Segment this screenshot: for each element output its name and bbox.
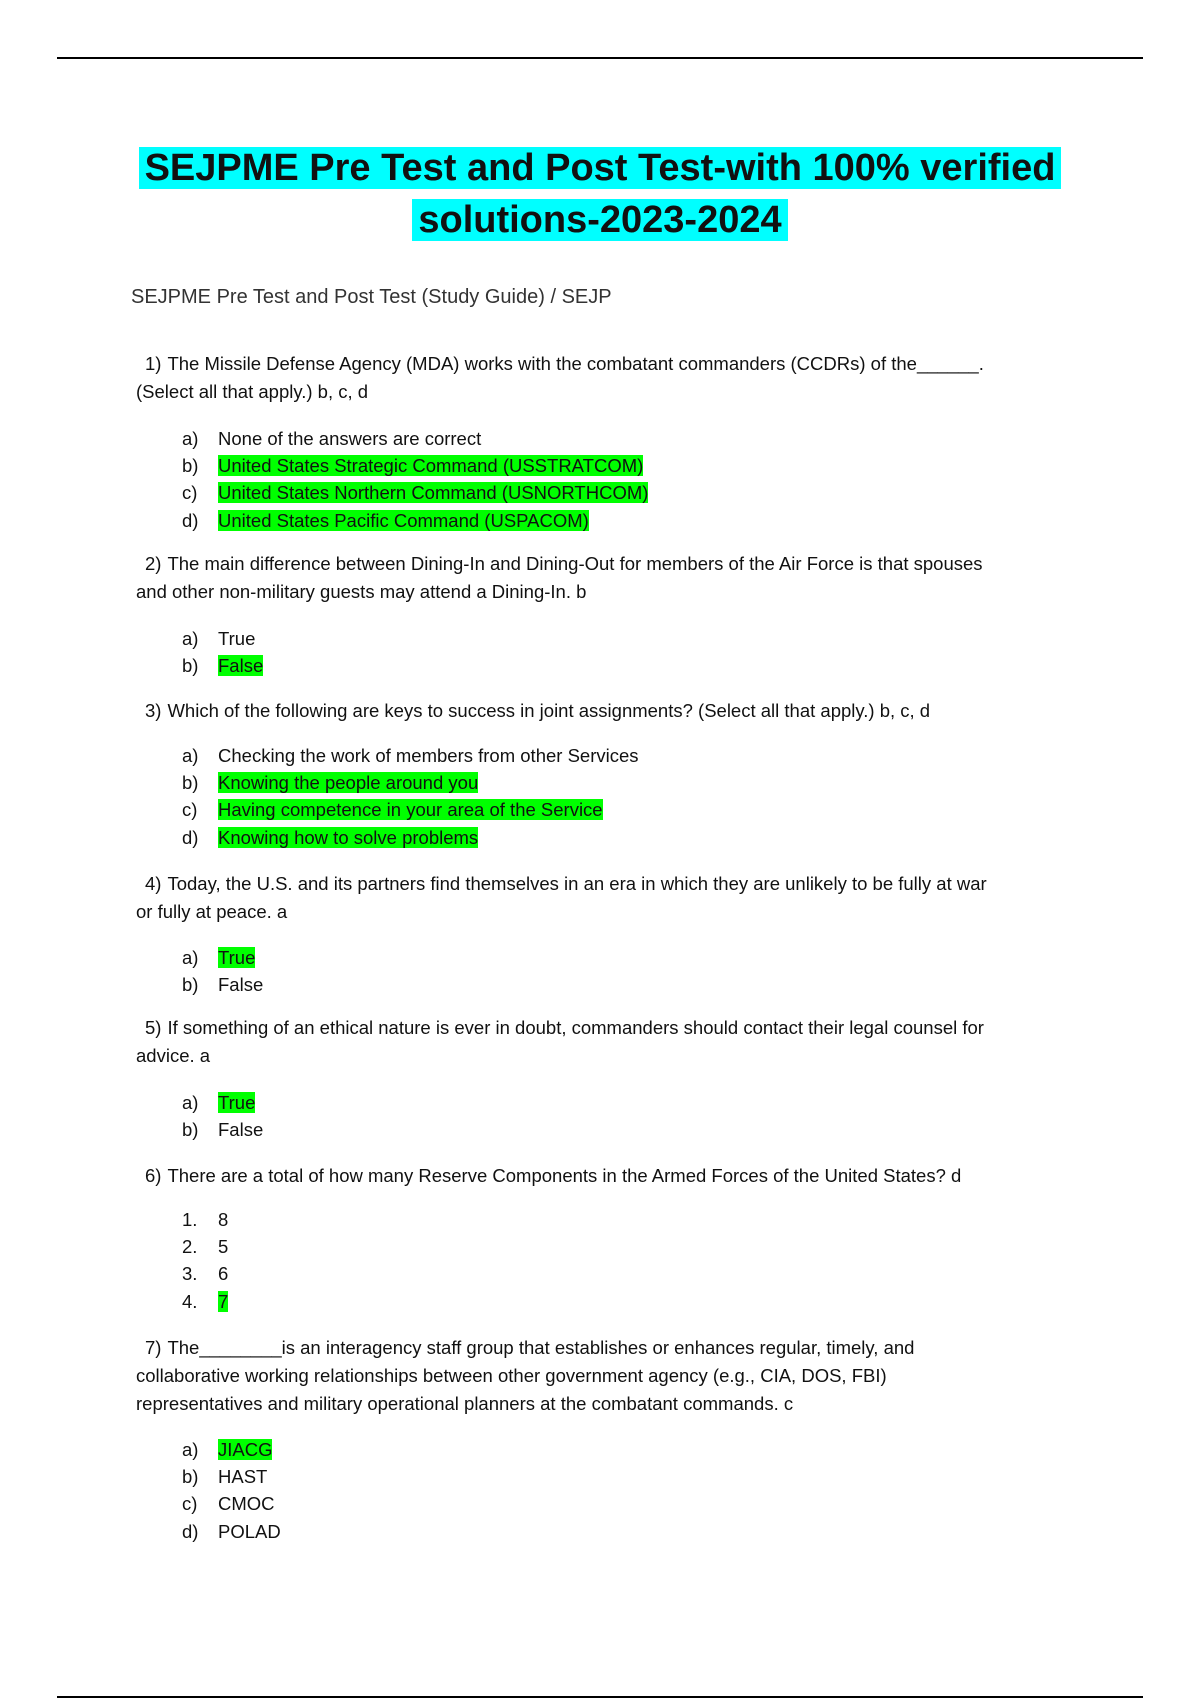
option-correct: 4. 7	[182, 1290, 229, 1312]
question-number: 4)	[145, 873, 162, 894]
question-1-options	[182, 425, 648, 534]
question-text: collaborative working relationships between other government agency (e.g., CIA, DOS, FBI)	[136, 1365, 887, 1386]
question-text: and other non-military guests may attend a Dining-In. b	[136, 581, 587, 602]
question-4	[136, 870, 1075, 926]
question-number: 7)	[145, 1337, 162, 1358]
question-text: Which of the following are keys to success in joint assignments? (Select all that apply.) b, c, d	[167, 700, 931, 721]
question-text: (Select all that apply.) b, c, d	[136, 381, 369, 402]
option: b) HAST	[182, 1466, 268, 1488]
question-number: 2)	[145, 553, 162, 574]
option-correct: c) Having competence in your area of the Service	[182, 799, 603, 821]
question-number: 3)	[145, 700, 162, 721]
question-number: 6)	[145, 1165, 162, 1186]
option: b) False	[182, 1119, 264, 1141]
option-correct: b) Knowing the people around you	[182, 772, 479, 794]
question-7	[136, 1334, 1075, 1418]
document-title	[0, 142, 1200, 246]
question-number: 1)	[145, 353, 162, 374]
option: a) True	[182, 628, 256, 649]
question-4-options	[182, 944, 263, 998]
question-6	[145, 1162, 1075, 1190]
top-rule	[57, 57, 1143, 59]
question-text: Today, the U.S. and its partners find themselves in an era in which they are unlikely to be fully at war	[167, 873, 987, 894]
question-7-options	[182, 1436, 281, 1545]
question-2	[136, 550, 1075, 606]
question-6-options	[182, 1206, 228, 1315]
option: c) CMOC	[182, 1493, 275, 1515]
question-text: If something of an ethical nature is ever in doubt, commanders should contact their legal counsel for	[167, 1017, 984, 1038]
question-3-options	[182, 742, 639, 851]
bottom-rule	[57, 1696, 1143, 1698]
option-correct: d) United States Pacific Command (USPACOM)	[182, 509, 589, 531]
option: 1. 8	[182, 1209, 229, 1230]
option: 2. 5	[182, 1236, 229, 1258]
question-number: 5)	[145, 1017, 162, 1038]
question-text: The Missile Defense Agency (MDA) works with the combatant commanders (CCDRs) of the______.	[167, 353, 984, 374]
option: a) Checking the work of members from other Services	[182, 745, 639, 766]
question-1	[136, 350, 1075, 406]
option-correct: a) True	[182, 1092, 256, 1113]
title-line-1: SEJPME Pre Test and Post Test-with 100% verified	[139, 147, 1062, 189]
question-text: The main difference between Dining-In and Dining-Out for members of the Air Force is that spouses	[167, 553, 983, 574]
option-correct: a) True	[182, 947, 256, 968]
question-text: The________is an interagency staff group that establishes or enhances regular, timely, and	[167, 1337, 915, 1358]
option: b) False	[182, 974, 264, 996]
question-text: or fully at peace. a	[136, 901, 288, 922]
option-correct: d) Knowing how to solve problems	[182, 826, 479, 848]
option-correct: a) JIACG	[182, 1439, 273, 1460]
question-5-options	[182, 1089, 263, 1143]
question-text: representatives and military operational planners at the combatant commands. c	[136, 1393, 794, 1414]
option-correct: c) United States Northern Command (USNORTHCOM)	[182, 482, 649, 504]
question-5	[136, 1014, 1075, 1070]
option-correct: b) United States Strategic Command (USSTRATCOM)	[182, 455, 644, 477]
option: d) POLAD	[182, 1520, 281, 1542]
question-text: advice. a	[136, 1045, 211, 1066]
option: a) None of the answers are correct	[182, 428, 482, 449]
subtitle: SEJPME Pre Test and Post Test (Study Guide) / SEJP	[131, 286, 612, 308]
option-correct: b) False	[182, 655, 264, 677]
title-line-2: solutions-2023-2024	[412, 199, 787, 241]
option: 3. 6	[182, 1263, 229, 1285]
question-3	[145, 697, 1075, 725]
question-text: There are a total of how many Reserve Components in the Armed Forces of the United States? d	[167, 1165, 962, 1186]
question-2-options	[182, 625, 263, 679]
